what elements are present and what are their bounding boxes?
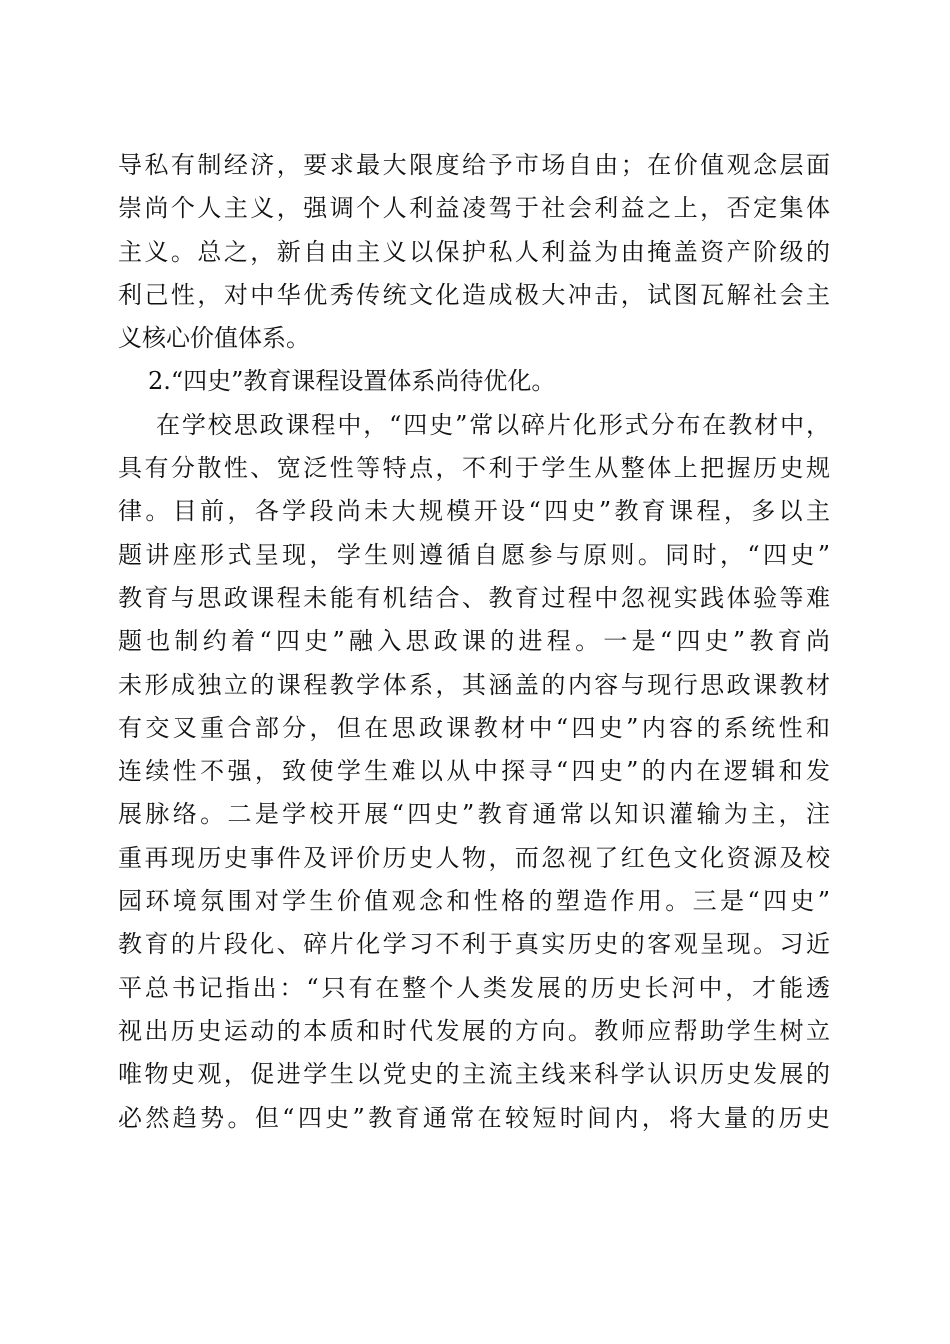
- text-line: 平总书记指出：“只有在整个人类发展的历史长河中，才能透: [118, 973, 830, 1002]
- text-line: 题也制约着“四史”融入思政课的进程。一是“四史”教育尚: [118, 627, 830, 656]
- text-line: 视出历史运动的本质和时代发展的方向。教师应帮助学生树立: [118, 1016, 830, 1045]
- text-line: 导私有制经济，要求最大限度给予市场自由；在价值观念层面: [118, 151, 830, 179]
- section-heading: 2.“四史”教育课程设置体系尚待优化。: [148, 367, 556, 396]
- text-line: 律。目前，各学段尚未大规模开设“四史”教育课程，多以主: [118, 497, 830, 526]
- paragraph-intro: [118, 144, 830, 360]
- text-line: 在学校思政课程中，“四史”常以碎片化形式分布在教材中，: [156, 410, 830, 439]
- document-body: [118, 144, 830, 1140]
- text-line: 展脉络。二是学校开展“四史”教育通常以知识灌输为主，注: [118, 800, 830, 829]
- text-line: 崇尚个人主义，强调个人利益凌驾于社会利益之上，否定集体: [118, 194, 830, 223]
- text-line: 具有分散性、宽泛性等特点，不利于学生从整体上把握历史规: [118, 454, 830, 483]
- text-line: 利己性，对中华优秀传统文化造成极大冲击，试图瓦解社会主: [118, 280, 830, 309]
- text-line: 有交叉重合部分，但在思政课教材中“四史”内容的系统性和: [118, 713, 830, 742]
- text-line: 必然趋势。但“四史”教育通常在较短时间内，将大量的历史: [118, 1103, 830, 1132]
- text-line: 园环境氛围对学生价值观念和性格的塑造作用。三是“四史”: [118, 887, 830, 916]
- text-line: 教育的片段化、碎片化学习不利于真实历史的客观呈现。习近: [118, 930, 830, 959]
- text-line: 义核心价值体系。: [118, 324, 310, 353]
- text-line: 题讲座形式呈现，学生则遵循自愿参与原则。同时，“四史”: [118, 540, 830, 569]
- text-line: 未形成独立的课程教学体系，其涵盖的内容与现行思政课教材: [118, 670, 830, 699]
- text-line: 教育与思政课程未能有机结合、教育过程中忽视实践体验等难: [118, 583, 830, 612]
- text-line: 唯物史观，促进学生以党史的主流主线来科学认识历史发展的: [118, 1060, 830, 1089]
- text-line: 重再现历史事件及评价历史人物，而忽视了红色文化资源及校: [118, 843, 830, 872]
- paragraph-body: [118, 404, 830, 1140]
- text-line: 连续性不强，致使学生难以从中探寻“四史”的内在逻辑和发: [118, 757, 830, 786]
- text-line: 主义。总之，新自由主义以保护私人利益为由掩盖资产阶级的: [118, 237, 830, 266]
